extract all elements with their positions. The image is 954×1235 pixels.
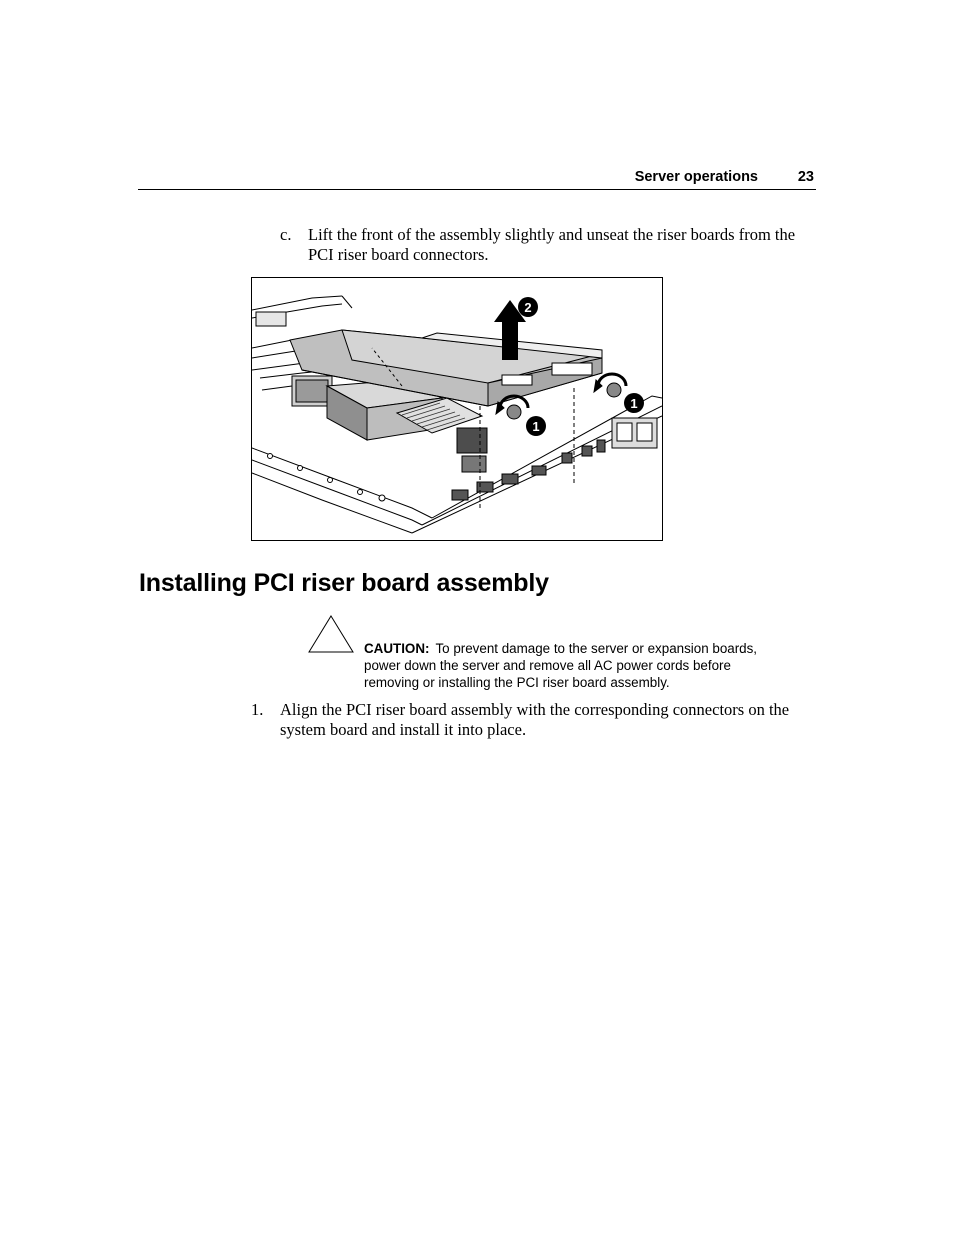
procedure-step-1 (251, 700, 821, 739)
caution-notice (307, 614, 787, 691)
caution-triangle-icon (307, 614, 355, 654)
step-marker: 1. (251, 700, 264, 719)
caution-label: CAUTION: (364, 641, 430, 656)
caution-body (307, 614, 787, 691)
callout-1-right-label: 1 (630, 396, 638, 411)
running-section-title: Server operations (634, 169, 758, 185)
page-header (138, 168, 816, 190)
procedure-step-c (280, 225, 820, 264)
callout-2-label: 2 (524, 300, 532, 315)
caution-text: To prevent damage to the server or expansion boards, power down the server and remove all AC power cords before removing or installing the PCI riser board assembly. (364, 641, 758, 690)
section-heading: Installing PCI riser board assembly (139, 569, 549, 597)
step-text: Align the PCI riser board assembly with the corresponding connectors on the system board and install it into place. (280, 700, 790, 739)
server-chassis-drawing (252, 278, 662, 540)
page-number: 23 (797, 169, 814, 185)
riser-removal-illustration (251, 277, 663, 541)
step-marker: c. (280, 225, 292, 244)
step-text: Lift the front of the assembly slightly and unseat the riser boards from the PCI riser board connectors. (308, 225, 796, 264)
callout-1-left-label: 1 (532, 419, 540, 434)
